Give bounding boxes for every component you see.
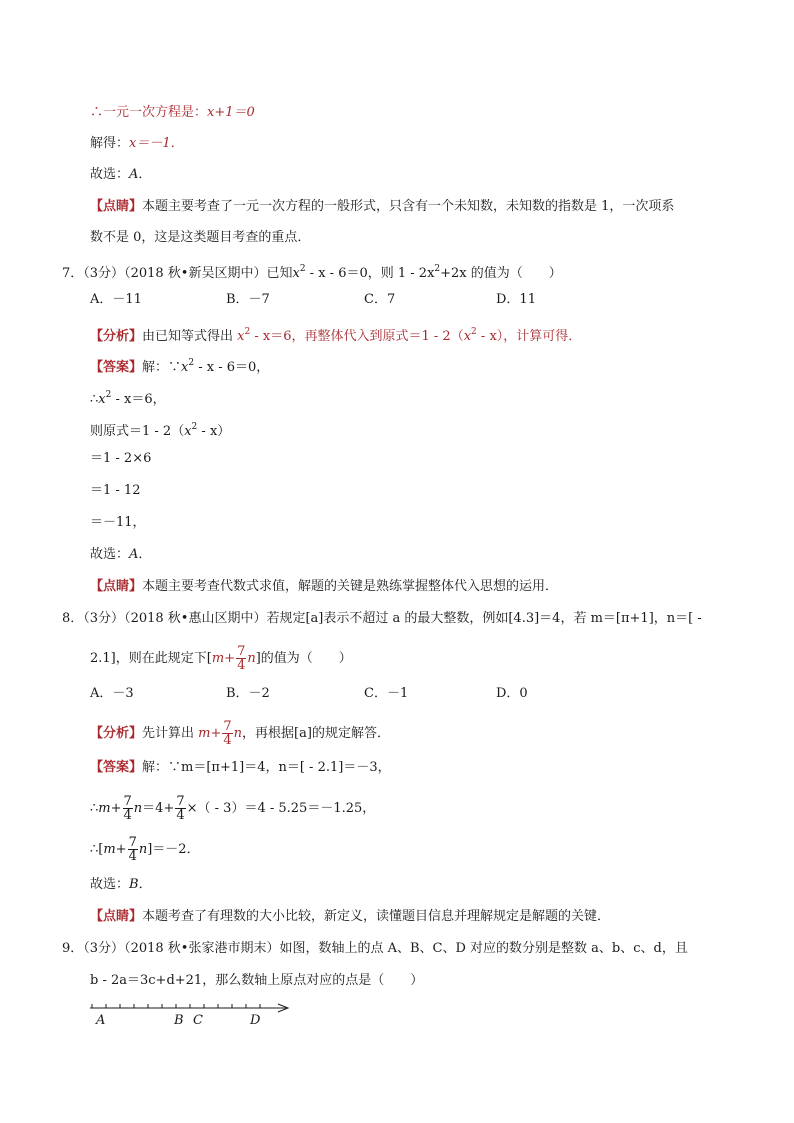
q9-stem-line2: b - 2a＝3c+d+21，那么数轴上原点对应的点是（ ） xyxy=(90,973,424,988)
q8-option-c[interactable]: C．－1 xyxy=(364,686,409,701)
q8-option-a[interactable]: A．－3 xyxy=(90,686,134,701)
q8-stem-fraction: $\frac{7}{4}$ xyxy=(237,644,246,673)
q9-stem-line1: 9．（3分）（2018 秋•张家港市期末）如图，数轴上的点 A、B、C、D 对应的数分别是整数 a、b、c、d，且 xyxy=(62,941,688,956)
number-line-figure xyxy=(86,998,301,1028)
q7-step-5: ＝－11， xyxy=(90,515,146,530)
q8-analysis-fraction: $\frac{7}{4}$ xyxy=(223,719,232,748)
point-label-d: D xyxy=(250,1013,261,1028)
q7-comment: 【点睛】本题主要考查代数式求值，解题的关键是熟练掌握整体代入思想的运用． xyxy=(90,579,559,594)
q8-step-1: ∴m+ $\frac{7}{4}$ n＝4+ $\frac{7}{4}$ ×（ - 3）＝4 - 5.25＝－1.25， xyxy=(90,794,376,823)
prev-comment-line1: 【点睛】本题主要考查了一元一次方程的一般形式，只含有一个未知数，未知数的指数是 1，一次项系 xyxy=(90,199,675,214)
q8-option-b[interactable]: B．－2 xyxy=(226,686,270,701)
q8-stem-line1: 8．（3分）（2018 秋•惠山区期中）若规定[a]表示不超过 a 的最大整数，例如[4.3]＝4，若 m＝[π+1]，n＝[ - xyxy=(62,611,702,626)
q7-option-d[interactable]: D．11 xyxy=(496,292,536,307)
q7-choose: 故选：A． xyxy=(90,547,152,562)
point-label-a: A xyxy=(96,1013,106,1028)
q7-answer: 【答案】解：$\because x^2 - x - 6=0$， xyxy=(90,358,270,375)
q7-option-a[interactable]: A．－11 xyxy=(90,292,142,307)
q8-choose: 故选：B． xyxy=(90,877,152,892)
q7-step-2: 则原式$=1 - 2(x^2 - x)$ xyxy=(90,422,231,439)
q7-step-3: ＝1 - 2×6 xyxy=(90,451,152,466)
q8-option-d[interactable]: D．0 xyxy=(496,686,528,701)
q7-stem: 7．（3分）（2018 秋•新吴区期中）已知$x^2 - x - 6=0$，则 $1 - 2x^2+2x$ 的值为（ ） xyxy=(62,264,562,281)
q8-step2-fraction: $\frac{7}{4}$ xyxy=(128,835,137,864)
prev-comment-line2: 数不是 0，这是这类题目考查的重点． xyxy=(90,230,311,245)
q7-step-1: $\therefore x^2 - x=6$， xyxy=(90,390,166,407)
q8-answer: 【答案】解：∵m＝[π+1]＝4，n＝[ - 2.1]＝－3， xyxy=(90,760,391,775)
prev-solve-line: 解得：x＝－1． xyxy=(90,136,184,151)
q8-step1-fraction: $\frac{7}{4}$ xyxy=(123,794,132,823)
q8-step1-fraction-2: $\frac{7}{4}$ xyxy=(176,794,185,823)
q7-analysis: 【分析】由已知等式得出 $x^2 - x=6$，再整体代入到原式$=1 - 2(x^2 - x)$，计算可得． xyxy=(90,327,582,344)
q8-comment: 【点睛】本题考查了有理数的大小比较，新定义，读懂题目信息并理解规定是解题的关键． xyxy=(90,909,611,924)
point-label-c: C xyxy=(193,1013,203,1028)
point-label-b: B xyxy=(174,1013,184,1028)
q8-step-2: ∴[m+ $\frac{7}{4}$ n]＝－2． xyxy=(90,835,200,864)
q7-step-4: ＝1 - 12 xyxy=(90,483,141,498)
q7-option-b[interactable]: B．－7 xyxy=(226,292,270,307)
q8-stem-line2: 2.1]，则在此规定下[m+ $\frac{7}{4}$ n]的值为（ ） xyxy=(90,644,352,673)
prev-equation-line: ∴一元一次方程是：x+1＝0 xyxy=(90,105,255,120)
q8-analysis: 【分析】先计算出 m+ $\frac{7}{4}$ n，再根据[a]的规定解答． xyxy=(90,719,390,748)
q7-option-c[interactable]: C．7 xyxy=(364,292,396,307)
prev-choose-line: 故选：A． xyxy=(90,167,152,182)
